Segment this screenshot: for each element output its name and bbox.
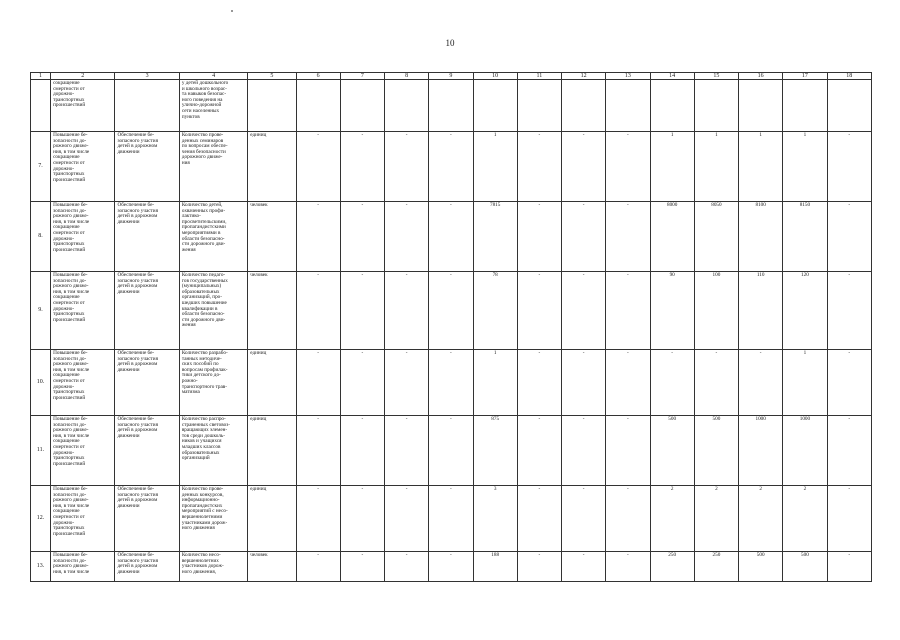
value-cell: 500: [739, 552, 783, 582]
indicator-cell: Количество прове- денных конкурсов, информационно- пропагандистских мероприятий с несо- вершеннолетними участниками дорож- ного движения: [179, 486, 247, 552]
value-cell: -: [385, 350, 429, 416]
value-cell: -: [296, 132, 340, 202]
column-number: 11: [517, 73, 561, 80]
value-cell: -: [296, 202, 340, 272]
value-cell: 1000: [739, 416, 783, 486]
value-cell: [739, 80, 783, 132]
value-cell: -: [827, 350, 871, 416]
value-cell: -: [562, 486, 606, 552]
value-cell: [694, 80, 738, 132]
column-number: 8: [385, 73, 429, 80]
column-number: 1: [31, 73, 51, 80]
table-row: [31, 272, 872, 350]
column-number: 3: [115, 73, 179, 80]
value-cell: -: [606, 350, 650, 416]
value-cell: [606, 80, 650, 132]
value-cell: 8050: [694, 202, 738, 272]
value-cell: [517, 80, 561, 132]
indicator-cell: Количество разрабо- танных методиче- ских пособий по вопросам профилак- тики детского до- рожно- транспортного трав- матизма: [179, 350, 247, 416]
value-cell: 188: [473, 552, 517, 582]
value-cell: [827, 80, 871, 132]
row-number: 8.: [31, 202, 51, 272]
column-number: 18: [827, 73, 871, 80]
value-cell: -: [827, 416, 871, 486]
value-cell: -: [827, 132, 871, 202]
value-cell: -: [296, 272, 340, 350]
value-cell: -: [429, 552, 473, 582]
value-cell: 500: [650, 416, 694, 486]
goal-cell: Повышение бе- зопасности до- рожного движе- ния, в том числе сокращение смертности от дорожно- транспортных происшествий: [51, 486, 115, 552]
value-cell: -: [340, 272, 384, 350]
value-cell: -: [385, 272, 429, 350]
column-number: 9: [429, 73, 473, 80]
value-cell: -: [296, 552, 340, 582]
value-cell: -: [517, 416, 561, 486]
scan-speck: [231, 10, 233, 12]
value-cell: -: [606, 486, 650, 552]
table-row: [31, 350, 872, 416]
indicators-table: [30, 72, 872, 582]
value-cell: [650, 80, 694, 132]
value-cell: -: [827, 202, 871, 272]
table-body: [31, 73, 872, 582]
value-cell: 1: [694, 132, 738, 202]
value-cell: -: [385, 552, 429, 582]
value-cell: 2: [783, 486, 827, 552]
table-row: [31, 80, 872, 132]
column-number: 13: [606, 73, 650, 80]
value-cell: 1: [739, 132, 783, 202]
value-cell: -: [429, 486, 473, 552]
table-row: [31, 486, 872, 552]
column-number: 12: [562, 73, 606, 80]
value-cell: -: [296, 416, 340, 486]
column-number: 7: [340, 73, 384, 80]
goal-cell: Повышение бе- зопасности до- рожного движе- ния, в том числе сокращение смертности от дорожно- транспортных происшествий: [51, 202, 115, 272]
value-cell: 1000: [783, 416, 827, 486]
value-cell: 500: [783, 552, 827, 582]
column-number: 16: [739, 73, 783, 80]
value-cell: -: [429, 132, 473, 202]
value-cell: -: [562, 272, 606, 350]
table-row: [31, 202, 872, 272]
value-cell: -: [562, 132, 606, 202]
value-cell: -: [340, 132, 384, 202]
value-cell: -: [606, 416, 650, 486]
table-row: [31, 132, 872, 202]
value-cell: -: [296, 486, 340, 552]
value-cell: 8000: [650, 202, 694, 272]
value-cell: -: [340, 202, 384, 272]
value-cell: [473, 80, 517, 132]
value-cell: [783, 80, 827, 132]
goal-cell: Повышение бе- зопасности до- рожного движе- ния, в том числе: [51, 552, 115, 582]
value-cell: -: [429, 202, 473, 272]
goal-cell: Повышение бе- зопасности до- рожного движе- ния, в том числе сокращение смертности от дорожно- транспортных происшествий: [51, 350, 115, 416]
row-number: [31, 80, 51, 132]
value-cell: [385, 80, 429, 132]
value-cell: 1: [473, 350, 517, 416]
unit-cell: единиц: [248, 132, 296, 202]
unit-cell: человек: [248, 272, 296, 350]
value-cell: -: [517, 132, 561, 202]
unit-cell: [248, 80, 296, 132]
row-number: 7.: [31, 132, 51, 202]
value-cell: -: [517, 272, 561, 350]
value-cell: -: [562, 416, 606, 486]
value-cell: 90: [650, 272, 694, 350]
task-cell: Обеспечение бе- зопасного участия детей в дорожном движении: [115, 272, 179, 350]
value-cell: -: [562, 202, 606, 272]
value-cell: 875: [473, 416, 517, 486]
indicator-cell: у детей дошкольного и школьного возрас- та навыков безопас- ного поведения на улично-дорожной сети населенных пунктов: [179, 80, 247, 132]
value-cell: 78: [473, 272, 517, 350]
value-cell: -: [296, 350, 340, 416]
value-cell: 2: [650, 486, 694, 552]
indicator-cell: Количество детей, охваченных профи- лактико- просветительскими, пропагандистскими мероприятиями в области безопасно- сти дорожного дви- жения: [179, 202, 247, 272]
row-number: 9.: [31, 272, 51, 350]
unit-cell: единиц: [248, 416, 296, 486]
column-number: 17: [783, 73, 827, 80]
value-cell: -: [827, 552, 871, 582]
value-cell: 120: [783, 272, 827, 350]
value-cell: -: [340, 416, 384, 486]
value-cell: 100: [694, 272, 738, 350]
value-cell: -: [429, 272, 473, 350]
value-cell: -: [429, 350, 473, 416]
column-number-row: [31, 73, 872, 80]
value-cell: -: [606, 202, 650, 272]
indicator-cell: Количество педаго- гов государственных (муниципальных) образовательных организаций, про- шедших повышение квалификации в области безопасно- сти дорожного дви- жения: [179, 272, 247, 350]
value-cell: 2: [694, 486, 738, 552]
value-cell: -: [429, 416, 473, 486]
page-number: 10: [445, 38, 455, 48]
value-cell: 7815: [473, 202, 517, 272]
value-cell: -: [517, 202, 561, 272]
table-row: [31, 416, 872, 486]
column-number: 5: [248, 73, 296, 80]
goal-cell: сокращение смертности от дорожно- транспортных происшествий: [51, 80, 115, 132]
value-cell: 2: [739, 486, 783, 552]
task-cell: Обеспечение бе- зопасного участия детей в дорожном движении: [115, 486, 179, 552]
column-number: 15: [694, 73, 738, 80]
value-cell: -: [340, 350, 384, 416]
task-cell: Обеспечение бе- зопасного участия детей в дорожном движении: [115, 132, 179, 202]
value-cell: -: [340, 486, 384, 552]
value-cell: -: [562, 350, 606, 416]
value-cell: [562, 80, 606, 132]
value-cell: 1: [783, 132, 827, 202]
row-number: 11.: [31, 416, 51, 486]
value-cell: -: [827, 272, 871, 350]
value-cell: 250: [650, 552, 694, 582]
value-cell: -: [562, 552, 606, 582]
column-number: 14: [650, 73, 694, 80]
value-cell: 8100: [739, 202, 783, 272]
unit-cell: человек: [248, 552, 296, 582]
value-cell: [340, 80, 384, 132]
task-cell: Обеспечение бе- зопасного участия детей в дорожном движении: [115, 552, 179, 582]
indicators-table-wrap: [30, 72, 872, 582]
value-cell: -: [606, 552, 650, 582]
value-cell: -: [517, 486, 561, 552]
value-cell: -: [739, 350, 783, 416]
column-number: 6: [296, 73, 340, 80]
indicator-cell: Количество прове- денных семинаров по вопросам обеспе- чения безопасности дорожного движе- ния: [179, 132, 247, 202]
task-cell: Обеспечение бе- зопасного участия детей в дорожном движении: [115, 350, 179, 416]
value-cell: -: [694, 350, 738, 416]
value-cell: 250: [694, 552, 738, 582]
value-cell: -: [650, 350, 694, 416]
value-cell: -: [340, 552, 384, 582]
goal-cell: Повышение бе- зопасности до- рожного движе- ния, в том числе сокращение смертности от дорожно- транспортных происшествий: [51, 416, 115, 486]
row-number: 13.: [31, 552, 51, 582]
unit-cell: человек: [248, 202, 296, 272]
unit-cell: единиц: [248, 486, 296, 552]
task-cell: Обеспечение бе- зопасного участия детей в дорожном движении: [115, 202, 179, 272]
column-number: 4: [179, 73, 247, 80]
value-cell: 110: [739, 272, 783, 350]
value-cell: -: [827, 486, 871, 552]
value-cell: -: [385, 486, 429, 552]
task-cell: [115, 80, 179, 132]
unit-cell: единиц: [248, 350, 296, 416]
row-number: 10.: [31, 350, 51, 416]
column-number: 10: [473, 73, 517, 80]
value-cell: -: [385, 132, 429, 202]
value-cell: -: [385, 416, 429, 486]
value-cell: 8150: [783, 202, 827, 272]
goal-cell: Повышение бе- зопасности до- рожного движе- ния, в том числе сокращение смертности от дорожно- транспортных происшествий: [51, 132, 115, 202]
value-cell: 1: [473, 132, 517, 202]
indicator-cell: Количество несо- вершеннолетних участников дорож- ного движения,: [179, 552, 247, 582]
indicator-cell: Количество распро- страненных световоз- вращающих элемен- тов среди дошколь- ников и учащихся младших классов образовательных организаций: [179, 416, 247, 486]
value-cell: 500: [694, 416, 738, 486]
value-cell: 3: [473, 486, 517, 552]
value-cell: [429, 80, 473, 132]
value-cell: -: [606, 132, 650, 202]
task-cell: Обеспечение бе- зопасного участия детей в дорожном движении: [115, 416, 179, 486]
value-cell: -: [517, 552, 561, 582]
goal-cell: Повышение бе- зопасности до- рожного движе- ния, в том числе сокращение смертности от дорожно- транспортных происшествий: [51, 272, 115, 350]
value-cell: 1: [783, 350, 827, 416]
value-cell: -: [606, 272, 650, 350]
value-cell: -: [517, 350, 561, 416]
table-row: [31, 552, 872, 582]
column-number: 2: [51, 73, 115, 80]
value-cell: 1: [650, 132, 694, 202]
row-number: 12.: [31, 486, 51, 552]
value-cell: [296, 80, 340, 132]
value-cell: -: [385, 202, 429, 272]
